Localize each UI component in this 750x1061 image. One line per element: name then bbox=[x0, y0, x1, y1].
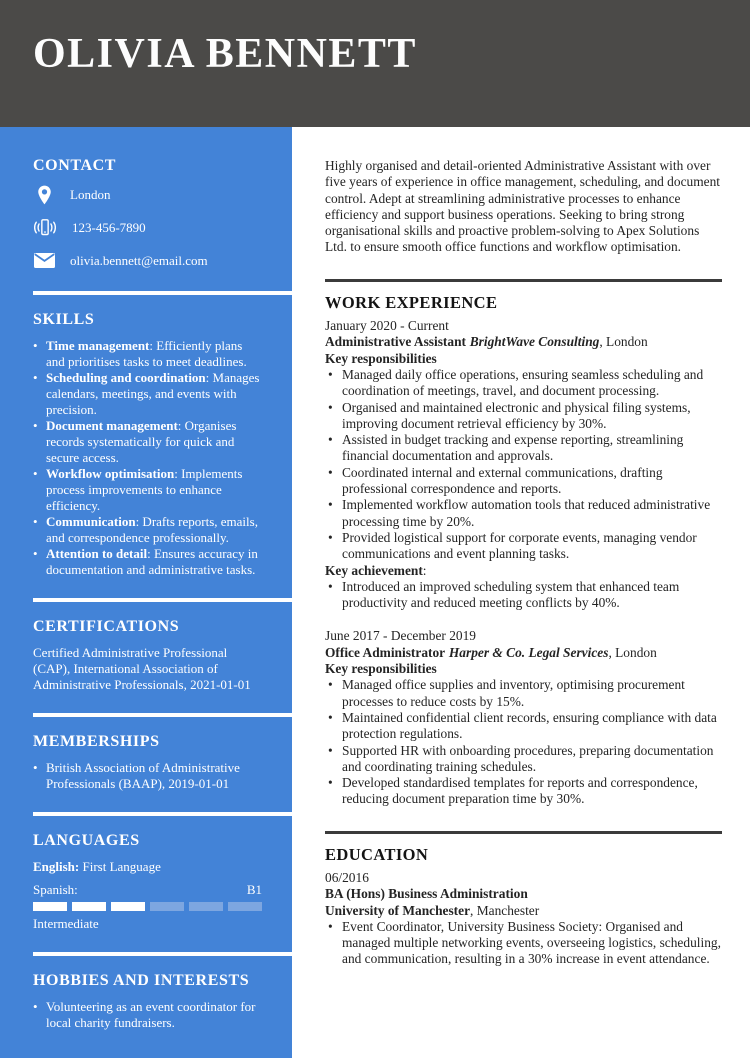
responsibility-item: • Coordinated internal and external communications, drafting professional correspondence and reports. bbox=[325, 465, 722, 498]
education-school: University of Manchester bbox=[325, 902, 471, 918]
contact-phone-row bbox=[33, 217, 264, 238]
sidebar-divider bbox=[33, 713, 292, 717]
certification-text: Certified Administrative Professional (CAP), International Association of Administrative Professionals, 2021-01-01 bbox=[33, 645, 251, 692]
education-school-line bbox=[325, 903, 722, 919]
job-role: Office Administrator bbox=[325, 644, 446, 660]
responsibility-item: • Developed standardised templates for reports and correspondence, reducing document preparation time by 30%. bbox=[325, 775, 722, 808]
memberships-list bbox=[33, 760, 264, 792]
education-title: EDUCATION bbox=[325, 844, 429, 864]
bar-segment-filled bbox=[72, 902, 106, 911]
hobby-item: • Volunteering as an event coordinator for local charity fundraisers. bbox=[33, 999, 264, 1031]
membership-item: • British Association of Administrative Professionals (BAAP), 2019-01-01 bbox=[33, 760, 264, 792]
language-spanish-level-code: B1 bbox=[246, 882, 262, 897]
location-pin-icon bbox=[33, 185, 55, 205]
bar-segment-filled bbox=[111, 902, 145, 911]
job-dates: June 2017 - December 2019 bbox=[325, 628, 476, 644]
responsibility-item: • Managed daily office operations, ensuring seamless scheduling and coordination of meetings, travel, and document processing. bbox=[325, 367, 722, 400]
education-date: 06/2016 bbox=[325, 869, 369, 885]
responsibility-item: • Assisted in budget tracking and expense reporting, streamlining financial documentation and approvals. bbox=[325, 432, 722, 465]
section-divider bbox=[325, 831, 722, 834]
sidebar-divider bbox=[33, 812, 292, 816]
responsibility-item: • Organised and maintained electronic and physical filing systems, improving document retrieval efficiency by 30%. bbox=[325, 400, 722, 433]
bar-segment-empty bbox=[150, 902, 184, 911]
candidate-name: OLIVIA BENNETT bbox=[33, 31, 417, 77]
education-school-location: , Manchester bbox=[470, 902, 540, 918]
skills-list bbox=[33, 338, 264, 578]
skill-item: • Communication: Drafts reports, emails, and correspondence professionally. bbox=[33, 514, 264, 546]
phone-icon bbox=[33, 217, 57, 238]
responsibility-item: • Managed office supplies and inventory, optimising procurement processes to reduce costs by 15%. bbox=[325, 677, 722, 710]
achievements-list bbox=[325, 579, 722, 612]
skills-section bbox=[0, 312, 292, 578]
skill-item: • Document management: Organises records systematically for quick and secure access. bbox=[33, 418, 264, 466]
hobbies-section bbox=[0, 973, 292, 1031]
sidebar bbox=[0, 127, 292, 1058]
education-bullet: • Event Coordinator, University Business Society: Organised and managed multiple networking events, overseeing logistics, scheduling, and communication, resulting in a 30% increase in event attendance. bbox=[325, 919, 722, 968]
responsibility-item: • Maintained confidential client records, ensuring compliance with data protection regulations. bbox=[325, 710, 722, 743]
education-degree: BA (Hons) Business Administration bbox=[325, 886, 528, 902]
achievement-label-line: Key achievement: bbox=[325, 562, 427, 578]
education-bullets bbox=[325, 919, 722, 968]
language-spanish-label: Spanish: bbox=[33, 882, 78, 897]
bar-segment-empty bbox=[189, 902, 223, 911]
contact-title: CONTACT bbox=[33, 157, 117, 174]
responsibility-item: • Provided logistical support for corporate events, managing vendor communications and event planning tasks. bbox=[325, 530, 722, 563]
skill-item: • Time management: Efficiently plans and prioritises tasks to meet deadlines. bbox=[33, 338, 264, 370]
section-divider bbox=[325, 279, 722, 282]
job-location: , London bbox=[599, 334, 648, 350]
bar-segment-empty bbox=[228, 902, 262, 911]
responsibilities-list bbox=[325, 677, 722, 807]
skill-item: • Workflow optimisation: Implements process improvements to enhance efficiency. bbox=[33, 466, 264, 514]
achievement-item: • Introduced an improved scheduling system that enhanced team productivity and reduced meeting conflicts by 40%. bbox=[325, 579, 722, 612]
responsibility-item: • Implemented workflow automation tools that reduced administrative processing time by 20%. bbox=[325, 497, 722, 530]
bar-segment-filled bbox=[33, 902, 67, 911]
job-title-line bbox=[325, 334, 722, 350]
contact-email-row bbox=[33, 250, 264, 271]
language-proficiency-bar bbox=[33, 902, 262, 911]
job-title-line bbox=[325, 645, 722, 661]
skills-title: SKILLS bbox=[33, 311, 95, 328]
job-entry bbox=[325, 628, 722, 807]
hobbies-list bbox=[33, 999, 264, 1031]
job-company: Harper & Co. Legal Services bbox=[448, 644, 609, 660]
responsibilities-list bbox=[325, 367, 722, 563]
responsibilities-label: Key responsibilities bbox=[325, 350, 437, 366]
job-role: Administrative Assistant bbox=[325, 334, 466, 350]
responsibility-item: • Supported HR with onboarding procedures, preparing documentation and coordinating training schedules. bbox=[325, 743, 722, 776]
profile-summary: Highly organised and detail-oriented Administrative Assistant with over five years of experience in office management, scheduling, and document control. Adept at streamlining administrative processes to enhance efficiency and support business operations. Seeking to bring strong organisational skills and proactive problem-solving to Apex Solutions Ltd. to ensure smooth office functions and workflow optimisation. bbox=[325, 158, 720, 255]
sidebar-divider bbox=[33, 291, 292, 295]
certifications-section bbox=[0, 619, 292, 693]
language-spanish bbox=[33, 882, 262, 898]
job-location: , London bbox=[608, 644, 657, 660]
job-entry bbox=[325, 318, 722, 611]
language-spanish-level-name: Intermediate bbox=[33, 916, 99, 931]
main-column bbox=[325, 152, 722, 968]
sidebar-divider bbox=[33, 952, 292, 956]
memberships-title: MEMBERSHIPS bbox=[33, 733, 160, 750]
header-band bbox=[0, 0, 750, 127]
contact-location-row bbox=[33, 184, 264, 205]
contact-section bbox=[0, 158, 292, 271]
certifications-title: CERTIFICATIONS bbox=[33, 618, 180, 635]
contact-phone-text: 123-456-7890 bbox=[72, 219, 146, 235]
skill-item: • Attention to detail: Ensures accuracy in documentation and administrative tasks. bbox=[33, 546, 264, 578]
education-entry bbox=[325, 870, 722, 968]
job-company: BrightWave Consulting bbox=[469, 334, 600, 350]
job-dates: January 2020 - Current bbox=[325, 318, 449, 334]
contact-email-text: olivia.bennett@email.com bbox=[70, 252, 208, 268]
contact-location-text: London bbox=[70, 186, 111, 202]
languages-title: LANGUAGES bbox=[33, 832, 140, 849]
hobbies-title: HOBBIES AND INTERESTS bbox=[33, 972, 250, 989]
language-english: English: First Language bbox=[33, 859, 161, 874]
memberships-section bbox=[0, 734, 292, 792]
responsibilities-label: Key responsibilities bbox=[325, 661, 437, 677]
sidebar-divider bbox=[33, 598, 292, 602]
languages-section bbox=[0, 833, 292, 932]
work-experience-title: WORK EXPERIENCE bbox=[325, 292, 498, 312]
email-icon bbox=[33, 253, 55, 268]
skill-item: • Scheduling and coordination: Manages calendars, meetings, and events with precision. bbox=[33, 370, 264, 418]
